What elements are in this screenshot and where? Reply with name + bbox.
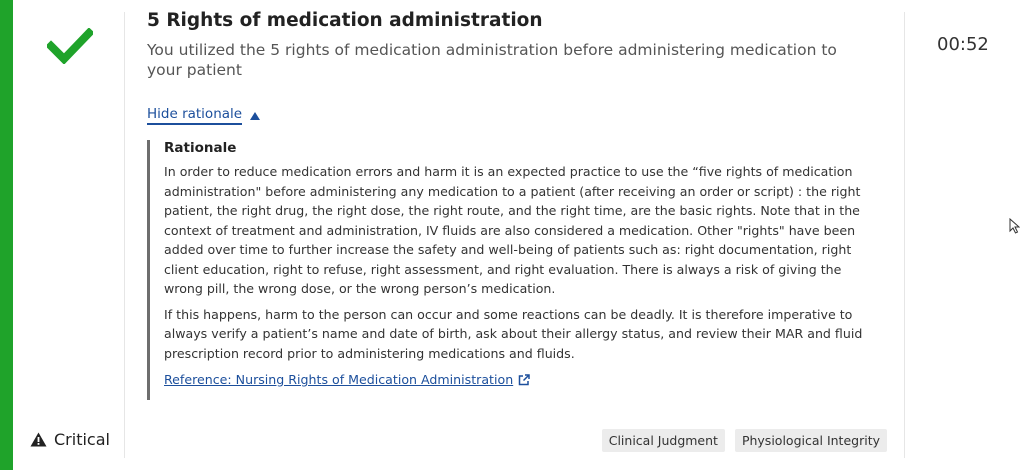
priority-indicator bbox=[30, 430, 110, 449]
timer: 00:52 bbox=[937, 34, 989, 55]
rationale-heading: Rationale bbox=[164, 140, 237, 156]
question-title: 5 Rights of medication administration bbox=[147, 10, 543, 31]
tag-clinical-judgment: Clinical Judgment bbox=[602, 429, 725, 452]
hide-rationale-link[interactable]: Hide rationale bbox=[147, 106, 242, 125]
external-link-icon[interactable] bbox=[518, 374, 530, 386]
status-column bbox=[13, 0, 124, 470]
warning-icon bbox=[30, 432, 47, 447]
status-bar bbox=[0, 0, 13, 470]
column-divider bbox=[124, 12, 125, 458]
priority-label: Critical bbox=[54, 430, 110, 449]
triangle-up-icon[interactable] bbox=[250, 112, 260, 120]
tag-physiological-integrity: Physiological Integrity bbox=[735, 429, 887, 452]
question-subtitle: You utilized the 5 rights of medication administration before administering medication to your patient bbox=[147, 41, 837, 79]
reference-link-label[interactable]: Reference: Nursing Rights of Medication Administration bbox=[164, 372, 514, 387]
checkmark-icon bbox=[47, 28, 93, 64]
hide-rationale-toggle[interactable] bbox=[147, 106, 260, 125]
rationale-panel bbox=[147, 140, 875, 400]
reference-link[interactable] bbox=[164, 372, 530, 387]
rationale-paragraph: In order to reduce medication errors and harm it is an expected practice to use the “five rights of medication administration" before administering any medication to a patient (after receiving an order or script) : the right patient, the right drug, the right dose, the right route, and the right time, are the basic rights. Note that in the context of treatment and administration, IV fluids are also considered a medication. Other "rights" have been added over time to further increase the safety and well-being of patients such as: right documentation, right client education, right to refuse, right assessment, and right evaluation. There is always a risk of giving the wrong pill, the wrong dose, or the wrong person’s medication. bbox=[164, 164, 861, 296]
tag-list bbox=[602, 429, 887, 452]
column-divider bbox=[904, 12, 905, 458]
mouse-cursor-icon bbox=[1009, 218, 1020, 234]
rationale-paragraph: If this happens, harm to the person can occur and some reactions can be deadly. It is therefore imperative to always verify a patient’s name and date of birth, ask about their allergy status, and review their MAR and fluid prescription record prior to administering medications and fluids. bbox=[164, 306, 863, 361]
